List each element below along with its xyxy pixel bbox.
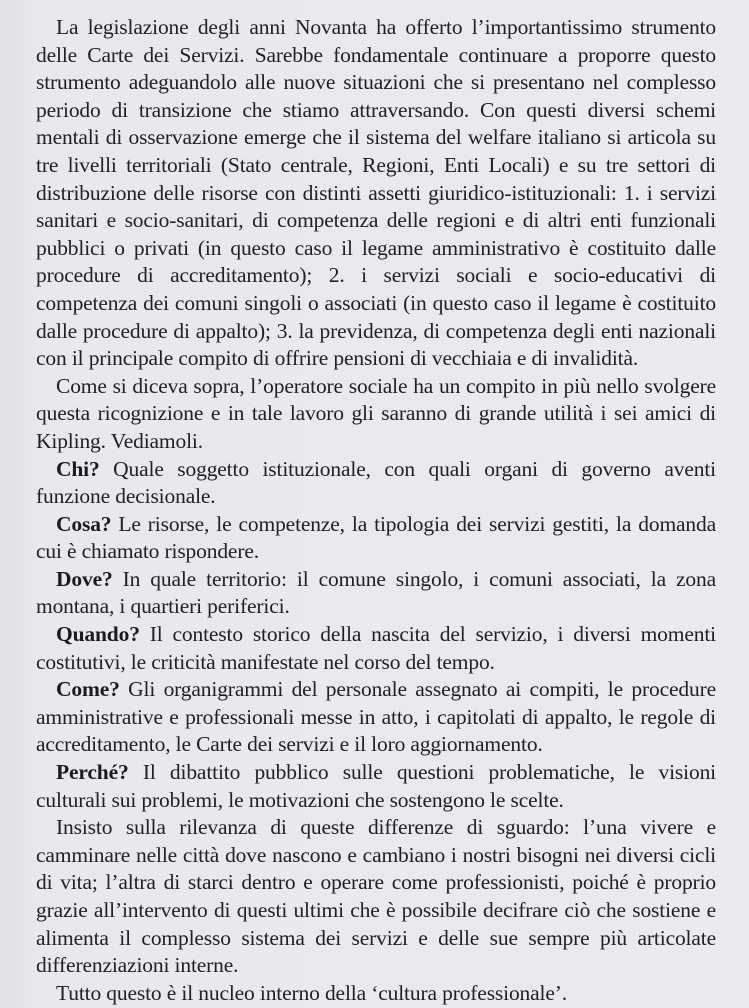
paragraph-text: Il contesto storico della nascita del servizio, i diversi momenti costitutivi, le criticità manifestate nel corso del tempo. (36, 622, 716, 674)
paragraph-text: Come si diceva sopra, l’operatore sociale ha un compito in più nello svolgere questa ricognizione e in tale lavoro gli saranno di grande utilità i sei amici di Kipling. Vediamoli. (36, 373, 716, 453)
paragraph-text: In quale territorio: il comune singolo, i comuni associati, la zona montana, i quartieri periferici. (36, 566, 716, 619)
paragraph-kipling-intro (36, 373, 716, 456)
paragraph-quando (36, 621, 716, 676)
paragraph-text: Insisto sulla rilevanza di queste differenze di sguardo: l’una vivere e camminare nelle città dove nascono e cambiano i nostri bisogni nei diversi cicli di vita; l’altra di starci dentro e operare come professionisti, poiché è proprio grazie all’intervento di questi ultimi che è possibile decifrare ciò che sostiene e alimenta il complesso sistema dei servizi e delle sue sempre più articolate differenziazioni interne. (36, 815, 716, 978)
paragraph-perche (36, 759, 716, 814)
paragraph-welfare-system (36, 14, 716, 373)
question-lead: Come? (56, 677, 120, 702)
paragraph-chi (36, 456, 716, 511)
paragraph-text: Le risorse, le competenze, la tipologia dei servizi gestiti, la domanda cui è chiamato rispondere. (36, 511, 716, 564)
question-lead: Quando? (56, 622, 140, 647)
paragraph-dove (36, 566, 716, 621)
paragraph-text: La legislazione degli anni Novanta ha offerto l’importantissimo strumento delle Carte dei Servizi. Sarebbe fondamentale continuare a proporre questo strumento adeguandolo alle nuove situazioni che si presentano nel complesso periodo di transizione che stiamo attraversando. Con questi diversi schemi mentali di osservazione emerge che il sistema del welfare italiano si articola su tre livelli territoriali (Stato centrale, Regioni, Enti Locali) e su tre settori di distribuzione delle risorse con distinti assetti giuridico-istituzionali: 1. i servizi sanitari e socio-sanitari, di competenza delle regioni e di altri enti funzionali pubblici o privati (in questo caso il legame amministrativo è costituito dalle procedure di accreditamento); 2. i servizi sociali e socio-educativi di competenza dei comuni singoli o associati (in questo caso il legame è costituito dalle procedure di appalto); 3. la previdenza, di competenza degli enti nazionali con il principale compito di offrire pensioni di vecchiaia e di invalidità. (36, 15, 716, 371)
question-lead: Cosa? (56, 511, 112, 536)
paragraph-text: Gli organigrammi del personale assegnato ai compiti, le procedure amministrative e professionali messe in atto, i capitolati di appalto, le regole di accreditamento, le Carte dei servizi e il loro aggiornamento. (36, 677, 716, 757)
body-text (36, 14, 716, 1007)
question-lead: Chi? (56, 456, 100, 481)
paragraph-insisto (36, 814, 716, 980)
paragraph-come (36, 676, 716, 759)
paragraph-text: Quale soggetto istituzionale, con quali organi di governo aventi funzione decisionale. (36, 456, 716, 509)
question-lead: Perché? (56, 760, 129, 785)
paragraph-text: Tutto questo è il nucleo interno della ‘cultura professionale’. (56, 980, 568, 1005)
paragraph-conclusion (36, 980, 716, 1008)
paragraph-text: Il dibattito pubblico sulle questioni problematiche, le visioni culturali sui problemi, le motivazioni che sostengono le scelte. (36, 760, 716, 812)
paragraph-cosa (36, 511, 716, 566)
question-lead: Dove? (56, 566, 113, 591)
